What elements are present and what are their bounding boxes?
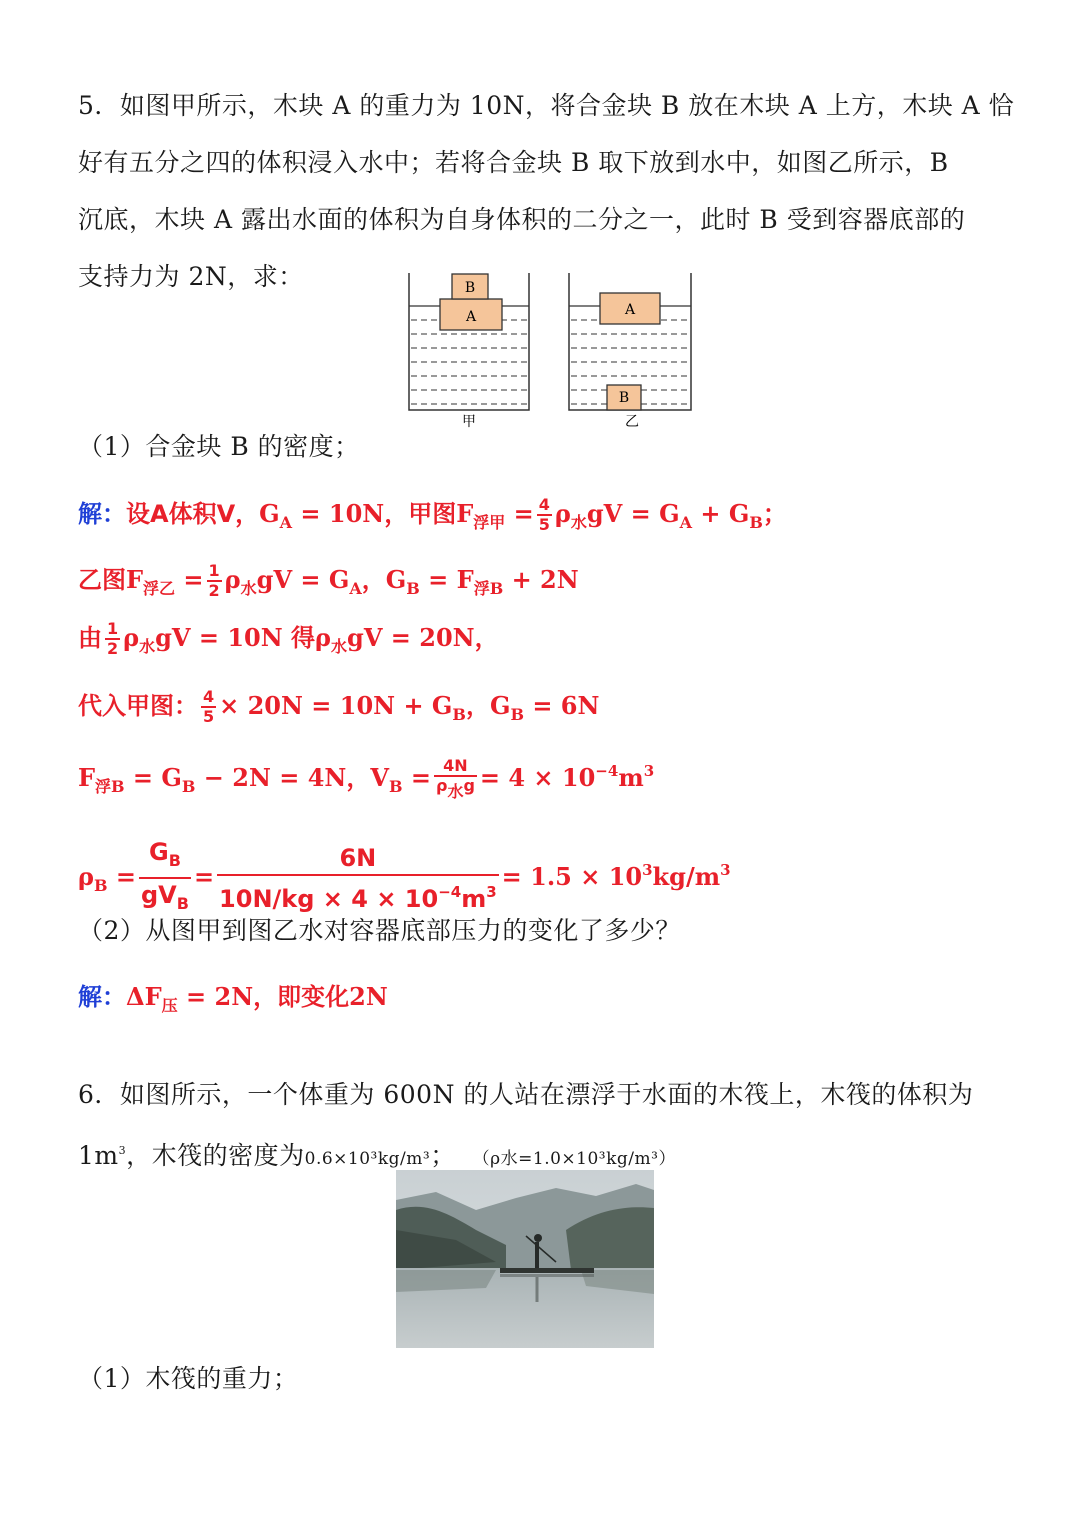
- q5-line-2: 好有五分之四的体积浸入水中；若将合金块 B 取下放到水中，如图乙所示，B: [78, 148, 949, 177]
- answer-line-5: $F_{浮B} = G_B - 2N = 4N$，$V_B$ = $\frac{4N}{\rho_水g}$ = $4 \times 10^{-4}m^3$: [78, 756, 655, 801]
- answer-label-2: 解：: [78, 983, 126, 1011]
- caption-yi: 乙: [625, 414, 639, 430]
- container-jia: [409, 273, 529, 430]
- q5-sub-2: （2）从图甲到图乙水对容器底部压力的变化了多少？: [78, 916, 681, 945]
- q5-line-3: 沉底，木块 A 露出水面的体积为自身体积的二分之一，此时 B 受到容器底部的: [78, 205, 966, 234]
- answer-line-2: 乙图$F_{浮乙}$ = $\frac{1}{2}$ $\rho_水gV = G_A$，$G_B = F_{浮B} + 2N$: [78, 561, 579, 600]
- q5-figure: [404, 268, 694, 433]
- container-yi: [569, 273, 691, 430]
- raft-lake-photo: [396, 1170, 654, 1348]
- answer-line-4: 代入甲图： $\frac{4}{5}$ × $20N = 10N + G_B$，$G_B = 6N$: [78, 687, 600, 726]
- q6-semicolon: ；: [430, 1141, 456, 1170]
- q5-line-1: 5．如图甲所示，木块 A 的重力为 10N，将合金块 B 放在木块 A 上方，木块 A 恰: [78, 91, 1015, 120]
- answer-line-3: 由 $\frac{1}{2}$ $\rho_水gV = 10N$ 得$\rho_水gV = 20N$，: [78, 619, 499, 658]
- answer-line-1: 解：设A体积V，$G_A = 10N$，甲图$F_{浮甲}$ = $\frac{4}{5}$ $\rho_水gV = G_A + G_B$；: [78, 495, 787, 534]
- answer-line-7: 解：$\Delta F_压 = 2N$，即变化2N: [78, 982, 388, 1015]
- answer-line-6: $\rho_B$ = $\frac{G_B}{gV_B}$ = $\frac{6N}{10N/kg \times 4 \times 10^{-4}m^3}$ = $1.5 \times 10^3kg/m^3$: [78, 836, 731, 920]
- q6-given: （ρ水=1.0×10³kg/m³）: [472, 1149, 676, 1169]
- label-a-jia: A: [465, 309, 477, 325]
- label-b-jia: B: [464, 280, 476, 296]
- q5-sub-1: （1）合金块 B 的密度；: [78, 432, 360, 461]
- q6-density-value: 0.6×10³kg/m³: [304, 1149, 431, 1169]
- label-a-yi: A: [624, 302, 636, 318]
- q6-line-1: 6．如图所示，一个体重为 600N 的人站在漂浮于水面的木筏上，木筏的体积为: [78, 1080, 974, 1109]
- q6-volume: 1m: [78, 1141, 119, 1170]
- q6-sub-1: （1）木筏的重力；: [78, 1364, 299, 1393]
- q6-line-2: $1m^3$，木筏的密度为0.6×10³kg/m³； （ρ水=1.0×10³kg/m³）: [78, 1141, 676, 1170]
- q5-line-4: 支持力为 2N，求：: [78, 262, 304, 291]
- label-b-yi: B: [618, 390, 630, 406]
- answer-label: 解：: [78, 500, 126, 528]
- caption-jia: 甲: [462, 414, 476, 430]
- q6-density-intro: ，木筏的密度为: [126, 1141, 305, 1170]
